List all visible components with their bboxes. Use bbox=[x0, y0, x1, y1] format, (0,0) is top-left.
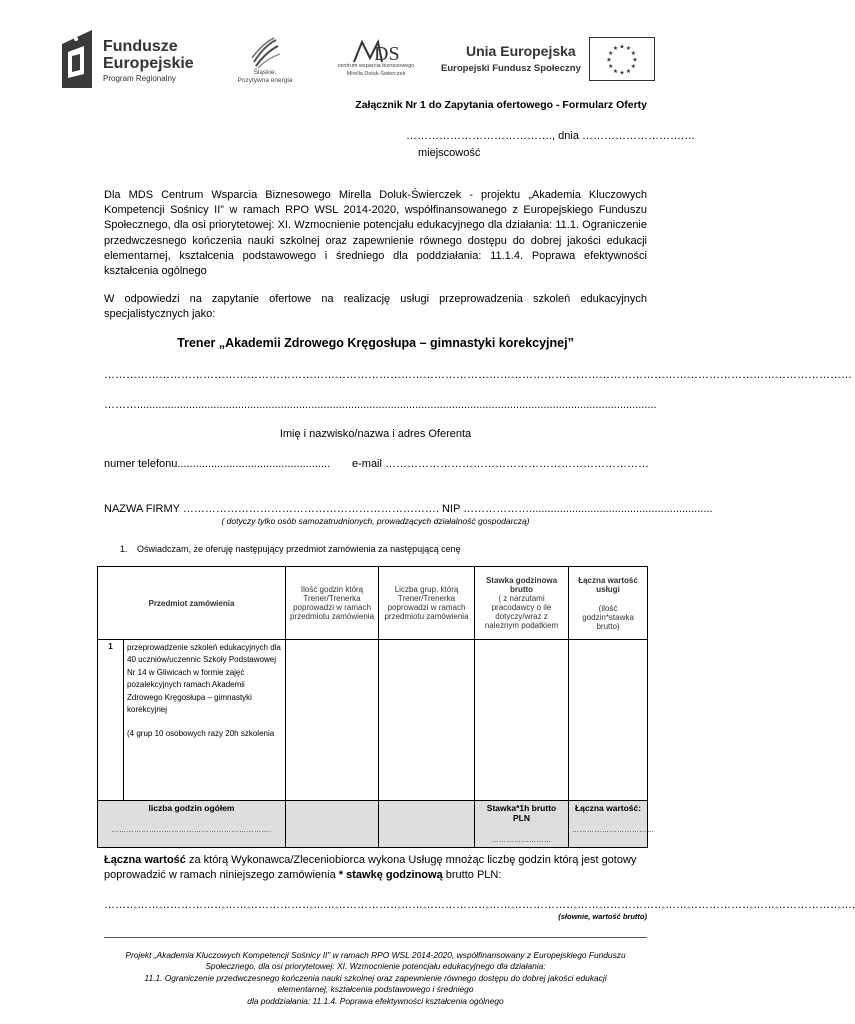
mds-text-1: centrum wsparcia biznesowego bbox=[337, 63, 415, 69]
eu-star-icon: ★ bbox=[612, 46, 619, 53]
fe-subtitle: Program Regionalny bbox=[103, 74, 176, 83]
eu-star-icon: ★ bbox=[612, 68, 619, 75]
footer-line-5: dla poddziałania: 11.1.4. Poprawa efektywności kształcenia ogólnego bbox=[247, 995, 504, 1006]
eu-star-icon: ★ bbox=[608, 51, 614, 57]
eu-star-icon: ★ bbox=[630, 64, 636, 70]
email-field[interactable]: e-mail ……………………………………………………………… bbox=[352, 458, 650, 470]
fe-title-line-2: Europejskie bbox=[103, 55, 194, 72]
eu-star-icon: ★ bbox=[632, 57, 638, 64]
header-total bbox=[569, 567, 648, 640]
total-text-2: brutto PLN: bbox=[442, 869, 502, 881]
position-title: Trener „Akademii Zdrowego Kręgosłupa – gimnastyki korekcyjnej” bbox=[177, 336, 574, 350]
slaskie-text-1: Śląskie. bbox=[253, 69, 277, 76]
eu-star-icon: ★ bbox=[619, 70, 625, 77]
intro-paragraph: Dla MDS Centrum Wsparcia Biznesowego Mirella Doluk-Świerczek - projektu „Akademia Kluczowych Kompetencji Sośnicy II” w ramach RPO WSL 2014-2020, współfinansowanego z Europejskiego Funduszu Społecznego, dla osi priorytetowej: XI. Wzmocnienie potencjału edukacyjnego dla działania: 11.1. Ograniczenie przedwczesnego kończenia nauki szkolnej oraz zapewnienie równego dostępu do dobrej jakości edukacji elementarnej, kształcenia podstawowego i średniego dla poddziałania: 11.1.4. Poprawa efektywności kształcenia ogólnego bbox=[104, 189, 647, 278]
summary-rate-dots[interactable]: …………………… bbox=[491, 837, 552, 844]
eu-flag-icon bbox=[589, 37, 655, 81]
header-total-sub: (ilość godzin*stawka brutto) bbox=[582, 603, 634, 631]
eu-star-icon: ★ bbox=[630, 51, 636, 57]
row-description bbox=[124, 640, 286, 801]
declaration-text: Oświadczam, że oferuję następujący przedmiot zamówienia za następującą cenę bbox=[137, 544, 461, 554]
footer bbox=[104, 950, 647, 1007]
header-rate bbox=[475, 567, 569, 640]
table-header-row bbox=[98, 567, 648, 640]
summary-hours-label: liczba godzin ogółem bbox=[148, 803, 235, 813]
total-bold-2: * stawkę godzinową bbox=[338, 869, 443, 881]
words-note: (słownie, wartość brutto) bbox=[558, 912, 647, 921]
declaration-number: 1. bbox=[120, 544, 128, 554]
offeror-name-label: Imię i nazwisko/nazwa i adres Oferenta bbox=[279, 428, 472, 440]
eu-star-icon: ★ bbox=[625, 46, 632, 53]
mds-logo-text bbox=[336, 62, 416, 78]
fundusze-europejskie-logo-text bbox=[103, 38, 194, 72]
fe-title-line-1: Fundusze bbox=[103, 38, 178, 55]
mds-text-2: Mirella Doluk-Świerczek bbox=[346, 71, 406, 77]
summary-hours-dots[interactable]: ………………………………………………………. bbox=[111, 827, 272, 834]
footer-line-4: elementarnej, kształcenia podstawowego i średniego bbox=[277, 984, 474, 995]
summary-total-label: Łączna wartość: bbox=[574, 803, 642, 813]
footer-line-1: Projekt „Akademia Kluczowych Kompetencji Sośnicy II” w ramach RPO WSL 2014-2020, współfinansowany z Europejskiego Funduszu bbox=[125, 950, 626, 960]
company-nip-field[interactable]: NAZWA FIRMY ……………………………………………………………. NIP ………………............................................................ bbox=[104, 503, 713, 515]
company-note: ( dotyczy tylko osób samozatrudnionych, prowadzących działalność gospodarczą) bbox=[221, 516, 530, 526]
summary-total-dots[interactable]: …………………………… bbox=[572, 827, 655, 834]
slaskie-text-2: Pozytywna energia bbox=[237, 77, 293, 84]
footer-line-3: 11.1. Ograniczenie przedwczesnego kończenia nauki szkolnej oraz zapewnienie równego dostępu do dobrej jakości edukacji bbox=[144, 972, 607, 983]
summary-empty-cell-2 bbox=[379, 801, 475, 848]
hours-input-cell[interactable] bbox=[286, 640, 379, 801]
rate-input-cell[interactable] bbox=[475, 640, 569, 801]
eu-star-icon: ★ bbox=[625, 68, 632, 75]
header-total-title: Łączna wartość usługi bbox=[578, 575, 638, 594]
header-rate-title: Stawka godzinowa brutto bbox=[485, 576, 558, 594]
fundusze-europejskie-logo-icon bbox=[62, 30, 96, 88]
offeror-name-field[interactable]: …………………………………………………………………………………………………………………………………………………………………………………… bbox=[104, 369, 852, 381]
eu-star-icon: ★ bbox=[608, 64, 614, 70]
footer-line-2: Społecznego, dla osi priorytetowej: XI. Wzmocnienie potencjału edukacyjnego dla działania: bbox=[205, 961, 546, 972]
attachment-title: Załącznik Nr 1 do Zapytania ofertowego - Formularz Oferty bbox=[355, 99, 647, 111]
summary-total-cell[interactable] bbox=[569, 801, 655, 848]
header-rate-sub: ( z narzutami pracodawcy o ile dotyczy/wraz z należnym podatkiem bbox=[484, 594, 559, 630]
header-hours: Ilość godzin którą Trener/Trenerka poprowadzi w ramach przedmiotu zamówienia bbox=[286, 567, 379, 640]
table-row bbox=[98, 640, 648, 801]
header-subject: Przedmiot zamówienia bbox=[98, 567, 286, 640]
ue-logo-title: Unia Europejska bbox=[466, 43, 576, 59]
total-bold-1: Łączna wartość bbox=[104, 854, 186, 866]
eu-star-icon: ★ bbox=[619, 44, 625, 51]
response-paragraph: W odpowiedzi na zapytanie ofertowe na realizację usługi przeprowadzenia szkoleń edukacyjnych specjalistycznych jako: bbox=[104, 293, 647, 321]
total-input-cell[interactable] bbox=[569, 640, 648, 801]
total-value-statement bbox=[104, 853, 649, 883]
row-description-note: (4 grup 10 osobowych razy 20h szkolenia bbox=[127, 729, 275, 739]
date-place-line: …………………………………., dnia ……………………….… bbox=[406, 130, 696, 142]
ue-logo-subtitle: Europejski Fundusz Społeczny bbox=[441, 63, 581, 74]
place-label: miejscowość bbox=[418, 147, 481, 159]
header-groups: Liczba grup, którą Trener/Trenerka poprowadzi w ramach przedmiotu zamówienia bbox=[379, 567, 475, 640]
offer-table bbox=[97, 566, 655, 848]
total-in-words-field[interactable]: ……………………………………………………………………………………………………………………………………………………………………………………. bbox=[104, 899, 855, 911]
groups-input-cell[interactable] bbox=[379, 640, 475, 801]
footer-divider bbox=[104, 937, 647, 938]
slaskie-logo-icon bbox=[248, 36, 280, 68]
summary-rate-label: Stawka*1h brutto PLN bbox=[486, 803, 557, 823]
row-number: 1 bbox=[98, 640, 124, 801]
row-description-text: przeprowadzenie szkoleń edukacyjnych dla 40 uczniów/uczennic Szkoły Podstawowej Nr 14 w Gliwicach w formie zajęć pozalekcyjnych ramach Akademii Zdrowego Kręgosłupa – gimnastyki korekcyjnej bbox=[127, 643, 281, 715]
slaskie-logo-text bbox=[230, 69, 300, 85]
summary-empty-cell bbox=[286, 801, 379, 848]
summary-rate-cell[interactable] bbox=[475, 801, 569, 848]
phone-field[interactable]: numer telefonu.................................................. bbox=[104, 458, 331, 470]
total-text-1: za którą Wykonawca/Zleceniobiorca wykona Usługę mnożąc liczbę godzin którą jest gotowy poprowadzić w ramach niniejszego zamówienia bbox=[104, 854, 637, 881]
table-summary-row bbox=[98, 801, 648, 848]
svg-text:DS: DS bbox=[374, 43, 400, 65]
eu-star-icon: ★ bbox=[606, 57, 612, 64]
offeror-address-field[interactable]: ……….......................................................................................................................................................................... bbox=[104, 399, 657, 411]
summary-hours-cell[interactable] bbox=[98, 801, 286, 848]
